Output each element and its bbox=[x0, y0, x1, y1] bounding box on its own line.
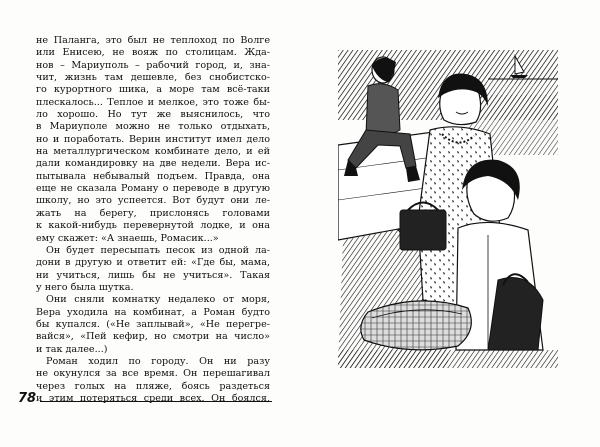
text-line: к какой-нибудь перевернутой лодке, и она bbox=[36, 220, 270, 232]
text-line: го курортного шика, а море там всё-таки bbox=[36, 84, 270, 96]
illustration bbox=[338, 50, 558, 368]
page-footer bbox=[18, 391, 264, 407]
text-line: дони в другую и ответит ей: «Где бы, мама, bbox=[36, 257, 270, 269]
text-line: еще не сказала Роману о переводе в другую bbox=[36, 183, 270, 195]
text-line: плескалось... Теплое и мелкое, это тоже бы- bbox=[36, 96, 270, 108]
text-line: или Енисею, не вояж по столицам. Жда- bbox=[36, 47, 270, 59]
text-line: ни учиться, лишь бы не учиться». Такая bbox=[36, 269, 270, 281]
text-line: на металлургическом комбинате дело, и ей bbox=[36, 146, 270, 158]
text-line: Вера уходила на комбинат, а Роман будто bbox=[36, 306, 270, 318]
text-line: Роман ходил по городу. Он ни разу bbox=[46, 355, 270, 367]
footer-rule bbox=[40, 401, 272, 402]
text-line: дали командировку на две недели. Вера ис- bbox=[36, 158, 270, 170]
text-line: не окунулся за все время. Он перешагивал bbox=[36, 368, 270, 380]
text-line: жать на берегу, прислонясь головами bbox=[36, 207, 270, 219]
body-text bbox=[36, 35, 270, 405]
text-line: ему скажет: «А знаешь, Ромасик...» bbox=[36, 232, 219, 244]
text-line: нов – Мариуполь – рабочий город, и, зна- bbox=[36, 59, 270, 71]
handbag-icon bbox=[400, 203, 446, 251]
text-line: через голых на пляже, боясь раздеться bbox=[36, 380, 270, 392]
text-line: бы купался. («Не заплывай», «Не перегре- bbox=[36, 318, 270, 330]
text-line: школу, но это успеется. Вот будут они ле- bbox=[36, 195, 270, 207]
text-line: вайся», «Пей кефир, но смотри на число» bbox=[36, 331, 270, 343]
text-line: но и поработать. Верин институт имел дело bbox=[36, 133, 270, 145]
ground bbox=[338, 350, 558, 368]
text-line: и так далее...) bbox=[36, 343, 108, 355]
text-line: не Паланга, это был не теплоход по Волге bbox=[36, 35, 270, 46]
text-line: Они сняли комнатку недалеко от моря, bbox=[46, 294, 270, 306]
text-line: Он будет пересыпать песок из одной ла- bbox=[46, 244, 270, 256]
page-number: 78 bbox=[18, 391, 37, 406]
text-line: ло хорошо. Но тут же выяснилось, что bbox=[36, 109, 270, 121]
text-line: и этим потеряться среди всех. Он боялся, bbox=[36, 392, 270, 404]
text-line: чит, жизнь там дешевле, без снобистско- bbox=[36, 72, 270, 84]
text-line: у него была шутка. bbox=[36, 281, 134, 293]
basket bbox=[361, 301, 472, 350]
text-line: пытывала небывалый подъем. Правда, она bbox=[36, 170, 270, 182]
text-line: в Мариуполе можно не только отдыхать, bbox=[36, 121, 270, 133]
paragraph bbox=[36, 35, 270, 405]
